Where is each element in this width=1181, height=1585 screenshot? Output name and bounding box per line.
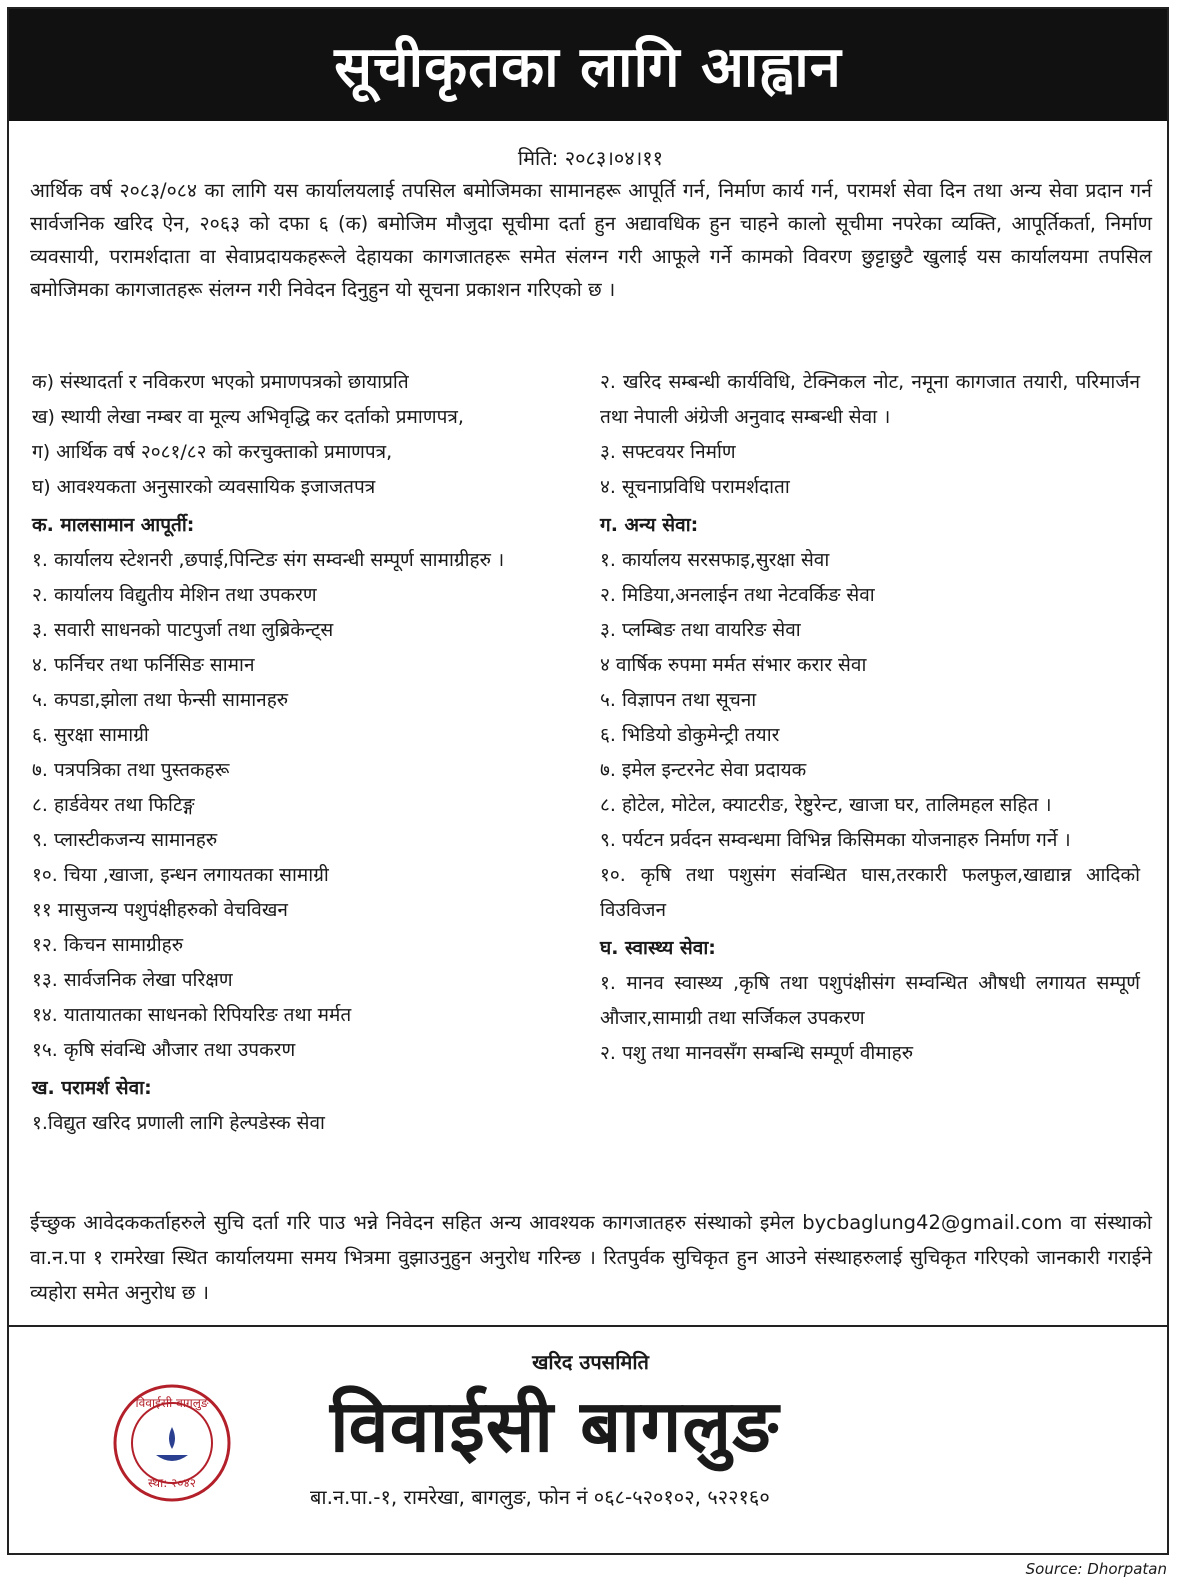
goods-item: ९. प्लास्टीकजन्य सामानहरु	[32, 829, 218, 851]
organization-name: विवाईसी बागलुङ	[330, 1384, 780, 1468]
goods-item: ११ मासुजन्य पशुपंक्षीहरुको वेचविखन	[32, 899, 288, 921]
organization-address: बा.न.पा.-१, रामरेखा, बागलुङ, फोन नं ०६८-५२०१०२, ५२२१६०	[310, 1485, 770, 1509]
organization-seal	[112, 1383, 232, 1503]
doc-item: ३. सफ्टवयर निर्माण	[600, 441, 736, 463]
lamp-icon	[156, 1455, 188, 1461]
source-credit: Source: Dhorpatan	[1025, 1560, 1167, 1578]
health-heading: घ. स्वास्थ्य सेवा:	[600, 937, 716, 959]
intro-paragraph: आर्थिक वर्ष २०८३/०८४ का लागि यस कार्यालयलाई तपसिल बमोजिमका सामानहरू आपूर्ति गर्न, निर्माण कार्य गर्न, परामर्श सेवा दिन तथा अन्य सेवा प्रदान गर्न सार्वजनिक खरिद ऐन, २०६३ को दफा ६ (क) बमोजिम मौजुदा सूचीमा दर्ता हुन अद्यावधिक हुन चाहने कालो सूचीमा नपरेका व्यक्ति, आपूर्तिकर्ता, निर्माण व्यवसायी, परामर्शदाता वा सेवाप्रदायकहरूले देहायका कागजातहरू समेत संलग्न गरी आफूले गर्ने कामको विवरण छुट्टाछुटै खुलाई यस कार्यालयमा तपसिल बमोजिमका कागजातहरू संलग्न गरी निवेदन दिनुहुन यो सूचना प्रकाशन गरिएको छ ।	[30, 179, 1152, 301]
goods-item: १२. किचन सामाग्रीहरु	[32, 934, 184, 956]
goods-item: २. कार्यालय विद्युतीय मेशिन तथा उपकरण	[32, 584, 317, 606]
other-item: ९. पर्यटन प्रर्वदन सम्वन्धमा विभिन्न किसिमका योजनाहरु निर्माण गर्ने ।	[600, 829, 1071, 851]
doc-item: ४. सूचनाप्रविधि परामर्शदाता	[600, 476, 790, 498]
other-item: ५. विज्ञापन तथा सूचना	[600, 689, 757, 711]
other-item: ८. होटेल, मोटेल, क्याटरीङ, रेष्टुरेन्ट, खाजा घर, तालिमहल सहित ।	[600, 794, 1052, 816]
doc-item: २. खरिद सम्बन्धी कार्यविधि, टेक्निकल नोट, नमूना कागजात तयारी, परिमार्जन तथा नेपाली अंग्रेजी अनुवाद सम्बन्धी सेवा ।	[600, 371, 1140, 428]
closing-paragraph: ईच्छुक आवेदककर्ताहरुले सुचि दर्ता गरि पाउ भन्ने निवेदन सहित अन्य आवश्यक कागजातहरु संस्थाको इमेल bycbaglung42@gmail.com वा संस्थाको वा.न.पा १ रामरेखा स्थित कार्यालयमा समय भित्रमा वुझाउनुहुन अनुरोध गरिन्छ । रितपुर्वक सुचिकृत हुन आउने संस्थाहरुलाई सुचिकृत गरिएको जानकारी गराईने व्यहोरा समेत अनुरोध छ ।	[30, 1211, 1152, 1304]
doc-item: ग) आर्थिक वर्ष २०८१/८२ को करचुक्ताको प्रमाणपत्र,	[32, 441, 393, 463]
doc-item: ख) स्थायी लेखा नम्बर वा मूल्य अभिवृद्धि कर दर्ताको प्रमाणपत्र,	[32, 406, 464, 428]
other-item: १०. कृषि तथा पशुसंग संवन्धित घास,तरकारी फलफुल,खाद्यान्न आदिको विउविजन	[600, 864, 1140, 921]
goods-item: ५. कपडा,झोला तथा फेन्सी सामानहरु	[32, 689, 289, 711]
goods-item: ४. फर्निचर तथा फर्निसिङ सामान	[32, 654, 255, 676]
goods-item: १४. यातायातका साधनको रिपियरिङ तथा मर्मत	[32, 1004, 352, 1026]
committee-label: खरिद उपसमिति	[532, 1350, 649, 1374]
goods-item: १५. कृषि संवन्धि औजार तथा उपकरण	[32, 1039, 296, 1061]
left-column	[32, 365, 577, 1141]
notice-title: सूचीकृतका लागि आह्वान	[9, 9, 1167, 121]
doc-item: क) संस्थादर्ता र नविकरण भएको प्रमाणपत्रको छायाप्रति	[32, 371, 409, 393]
goods-item: १. कार्यालय स्टेशनरी ,छपाई,पिन्टिङ संग सम्वन्धी सम्पूर्ण सामाग्रीहरु ।	[32, 549, 505, 571]
other-item: ४ वार्षिक रुपमा मर्मत संभार करार सेवा	[600, 654, 867, 676]
goods-item: ३. सवारी साधनको पाटपुर्जा तथा लुब्रिकेन्ट्स	[32, 619, 334, 641]
goods-item: ७. पत्रपत्रिका तथा पुस्तकहरू	[32, 759, 230, 781]
health-item: २. पशु तथा मानवसँग सम्बन्धि सम्पूर्ण वीमाहरु	[600, 1042, 914, 1064]
other-item: ३. प्लम्बिङ तथा वायरिङ सेवा	[600, 619, 801, 641]
right-column	[600, 365, 1140, 1071]
health-item: १. मानव स्वास्थ्य ,कृषि तथा पशुपंक्षीसंग सम्वन्धित औषधी लगायत सम्पूर्ण औजार,सामाग्री तथा सर्जिकल उपकरण	[600, 972, 1140, 1029]
goods-item: ८. हार्डवेयर तथा फिटिङ्ग	[32, 794, 195, 816]
doc-item: घ) आवश्यकता अनुसारको व्यवसायिक इजाजतपत्र	[32, 476, 376, 498]
footer-divider	[9, 1325, 1167, 1327]
flame-icon	[169, 1427, 175, 1449]
consult-item: १.विद्युत खरिद प्रणाली लागि हेल्पडेस्क सेवा	[32, 1112, 325, 1134]
other-item: २. मिडिया,अनलाईन तथा नेटवर्किङ सेवा	[600, 584, 875, 606]
notice-date: मिति: २०८३।०४।११	[517, 146, 664, 170]
other-item: ७. इमेल इन्टरनेट सेवा प्रदायक	[600, 759, 807, 781]
goods-item: १०. चिया ,खाजा, इन्धन लगायतका सामाग्री	[32, 864, 329, 886]
other-item: १. कार्यालय सरसफाइ,सुरक्षा सेवा	[600, 549, 830, 571]
goods-item: १३. सार्वजनिक लेखा परिक्षण	[32, 969, 233, 991]
seal-top-text: विवाईसी बागलुङ	[135, 1396, 209, 1410]
seal-bottom-text: स्था: २०४२	[147, 1476, 197, 1490]
goods-item: ६. सुरक्षा सामाग्री	[32, 724, 149, 746]
consult-heading: ख. परामर्श सेवा:	[32, 1077, 152, 1099]
other-heading: ग. अन्य सेवा:	[600, 514, 699, 536]
goods-heading: क. मालसामान आपूर्ती:	[32, 514, 195, 536]
other-item: ६. भिडियो डोकुमेन्ट्री तयार	[600, 724, 780, 746]
